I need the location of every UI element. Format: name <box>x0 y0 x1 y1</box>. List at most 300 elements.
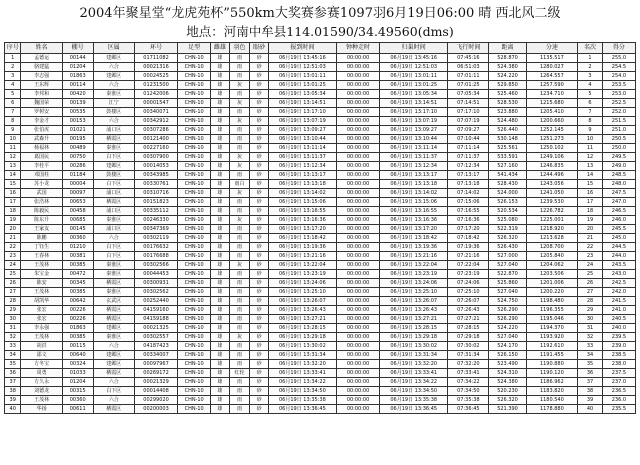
table-cell: CHN-10 <box>178 243 211 252</box>
table-cell: 01184 <box>62 171 93 180</box>
table-cell: 刘德龙 <box>21 387 62 396</box>
table-cell: 06月19日 13:22:04 <box>380 261 448 270</box>
table-cell: 1183.820 <box>526 387 578 396</box>
table-cell: 1196.355 <box>526 306 578 315</box>
table-cell: 砂 <box>250 378 269 387</box>
table-cell: 6 <box>578 99 603 108</box>
table-cell: 239.5 <box>602 333 635 342</box>
table-cell: CHN-10 <box>178 144 211 153</box>
table-cell: 236.5 <box>602 387 635 396</box>
table-cell: 00310716 <box>134 189 177 198</box>
table-cell: 4 <box>5 81 21 90</box>
table-row <box>5 387 636 396</box>
table-cell: 00302557 <box>134 333 177 342</box>
table-cell: 01033 <box>62 369 93 378</box>
table-cell: 秦淮区 <box>93 144 134 153</box>
table-cell: 砂 <box>250 288 269 297</box>
table-cell: 07:19:36 <box>448 243 489 252</box>
table-cell: 00176688 <box>134 252 177 261</box>
table-cell: 524.170 <box>489 342 526 351</box>
table-row <box>5 198 636 207</box>
table-cell: 秦淮区 <box>93 216 134 225</box>
table-cell: 06月19日 13:15:06 <box>380 198 448 207</box>
table-cell: 524.750 <box>489 297 526 306</box>
table-cell: 00302119 <box>134 234 177 243</box>
table-cell: 06月19日 13:07:19 <box>380 117 448 126</box>
table-cell: 红轮 <box>229 369 250 378</box>
table-cell: 06月19日 13:05:34 <box>380 90 448 99</box>
table-cell: 00458 <box>62 207 93 216</box>
table-cell: 砂 <box>250 225 269 234</box>
column-header: 距离 <box>489 43 526 54</box>
table-cell: 07:11:14 <box>448 144 489 153</box>
table-cell: 06月19日 13:30:02 <box>268 342 336 351</box>
table-cell: 00:00:00 <box>336 288 379 297</box>
table-cell: 00014053 <box>134 162 177 171</box>
table-cell: 07:36:45 <box>448 405 489 414</box>
table-cell: 253.0 <box>602 90 635 99</box>
table-cell: 06月19日 13:21:16 <box>268 252 336 261</box>
table-cell: 13 <box>578 162 603 171</box>
table-cell: 雨 <box>229 288 250 297</box>
table-cell: 17 <box>578 198 603 207</box>
table-cell: 00:00:00 <box>336 252 379 261</box>
table-cell: 雄 <box>211 342 230 351</box>
table-cell: 胡凯华 <box>21 297 62 306</box>
table-cell: 1226.782 <box>526 207 578 216</box>
table-cell: CHN-10 <box>178 162 211 171</box>
table-cell: 251.0 <box>602 126 635 135</box>
table-cell: 砂 <box>250 234 269 243</box>
table-row <box>5 153 636 162</box>
table-cell: 06月19日 13:17:20 <box>380 225 448 234</box>
table-cell: 雄 <box>211 396 230 405</box>
table-cell: 00286 <box>62 162 93 171</box>
table-row <box>5 207 636 216</box>
table-cell: 00:00:00 <box>336 126 379 135</box>
table-row <box>5 63 636 72</box>
table-cell: 雨 <box>229 297 250 306</box>
table-row <box>5 288 636 297</box>
table-cell: 00340071 <box>134 108 177 117</box>
table-cell: 砂 <box>250 243 269 252</box>
table-cell: 雄 <box>211 117 230 126</box>
table-cell: 00:00:00 <box>336 405 379 414</box>
table-cell: 00097 <box>62 189 93 198</box>
table-cell: 00330761 <box>134 180 177 189</box>
table-cell: 00611 <box>62 405 93 414</box>
table-cell: 7 <box>578 108 603 117</box>
table-row <box>5 405 636 414</box>
table-row <box>5 315 636 324</box>
table-cell: 00:00:00 <box>336 396 379 405</box>
table-cell: CHN-10 <box>178 117 211 126</box>
table-cell: 9 <box>5 126 21 135</box>
table-cell: 06月19日 13:45:16 <box>380 54 448 63</box>
table-cell: 525.460 <box>489 90 526 99</box>
table-cell: 00121400 <box>134 135 177 144</box>
table-cell: 1180.540 <box>526 396 578 405</box>
table-cell: 06月19日 13:22:04 <box>268 261 336 270</box>
table-cell: 陈东升 <box>21 216 62 225</box>
table-cell: 胡洪 <box>21 342 62 351</box>
table-cell: 00014408 <box>134 387 177 396</box>
table-cell: CHN-10 <box>178 63 211 72</box>
table-cell: 00:00:00 <box>336 72 379 81</box>
table-cell: 01210 <box>62 243 93 252</box>
table-cell: 1250.102 <box>526 144 578 153</box>
table-cell: 31 <box>578 324 603 333</box>
table-cell: 06月19日 13:14:02 <box>380 189 448 198</box>
table-cell: 529.850 <box>489 81 526 90</box>
table-cell: 07:12:34 <box>448 162 489 171</box>
table-cell: 248.0 <box>602 180 635 189</box>
table-cell: 06月19日 13:01:25 <box>268 81 336 90</box>
table-cell: 砂 <box>250 162 269 171</box>
table-cell: 砂 <box>250 171 269 180</box>
table-cell: CHN-10 <box>178 297 211 306</box>
table-cell: 07:01:11 <box>448 72 489 81</box>
table-cell: 雨 <box>229 234 250 243</box>
table-cell: 06月19日 13:24:06 <box>268 279 336 288</box>
table-cell: 244.0 <box>602 252 635 261</box>
table-cell: 1205.410 <box>526 108 578 117</box>
table-cell: 栖霞区 <box>93 279 134 288</box>
table-cell: 雄 <box>211 99 230 108</box>
table-cell: 06月19日 13:28:15 <box>268 324 336 333</box>
table-cell: CHN-10 <box>178 216 211 225</box>
table-cell: 06月19日 13:26:07 <box>380 297 448 306</box>
table-cell: 07:05:34 <box>448 90 489 99</box>
table-cell: 37 <box>5 378 21 387</box>
table-cell: 砂 <box>250 252 269 261</box>
table-cell: 雨 <box>229 63 250 72</box>
table-cell: 雨 <box>229 198 250 207</box>
table-cell: 1201.006 <box>526 279 578 288</box>
table-cell: 5 <box>578 90 603 99</box>
table-cell: 00343985 <box>134 171 177 180</box>
table-cell: 雄 <box>211 171 230 180</box>
table-cell: 29 <box>578 306 603 315</box>
table-cell: 249.0 <box>602 162 635 171</box>
table-cell: 06月19日 13:09:27 <box>268 126 336 135</box>
table-cell: 葛国民 <box>21 153 62 162</box>
table-cell: 砂 <box>250 315 269 324</box>
table-cell: 520.534 <box>489 207 526 216</box>
table-cell: 07:18:42 <box>448 234 489 243</box>
table-cell: 245.5 <box>602 225 635 234</box>
table-cell: 10 <box>578 135 603 144</box>
table-cell: 雄 <box>211 261 230 270</box>
table-cell: 06月19日 13:33:41 <box>380 369 448 378</box>
table-cell: 244.5 <box>602 243 635 252</box>
table-cell: CHN-10 <box>178 396 211 405</box>
table-cell: 1200.660 <box>526 117 578 126</box>
table-cell: 建邺区 <box>93 360 134 369</box>
table-cell: 灰 <box>229 117 250 126</box>
table-cell: 06月19日 13:32:20 <box>380 360 448 369</box>
table-cell: 1234.710 <box>526 90 578 99</box>
table-cell: 李志强 <box>21 72 62 81</box>
table-cell: 07:07:19 <box>448 117 489 126</box>
table-cell: 秦淮区 <box>93 288 134 297</box>
table-cell: 06月19日 13:45:16 <box>268 54 336 63</box>
table-cell: 苏小龙 <box>21 180 62 189</box>
table-cell: 00345 <box>62 279 93 288</box>
table-cell: 雄 <box>211 351 230 360</box>
table-cell: CHN-10 <box>178 135 211 144</box>
table-cell: 254.0 <box>602 72 635 81</box>
table-cell: 239.0 <box>602 342 635 351</box>
table-cell: 雨 <box>229 144 250 153</box>
table-cell: 27 <box>5 288 21 297</box>
table-cell: 砂 <box>250 306 269 315</box>
table-cell: 07:29:18 <box>448 333 489 342</box>
table-cell: 砂 <box>250 405 269 414</box>
table-cell: 19 <box>578 216 603 225</box>
table-cell: 00:00:00 <box>336 171 379 180</box>
table-cell: 06月19日 13:34:22 <box>268 378 336 387</box>
table-cell: 01231500 <box>134 81 177 90</box>
table-cell: 524.380 <box>489 378 526 387</box>
table-cell: 00269172 <box>134 369 177 378</box>
table-cell: 雨 <box>229 54 250 63</box>
table-cell: 31 <box>5 324 21 333</box>
table-cell: 1218.920 <box>526 225 578 234</box>
table-cell: 砂 <box>250 72 269 81</box>
table-cell: 1178.880 <box>526 405 578 414</box>
table-cell: 00:00:00 <box>336 261 379 270</box>
table-cell: 雨 <box>229 126 250 135</box>
table-cell: 雨 <box>229 90 250 99</box>
table-cell: 00:00:00 <box>336 81 379 90</box>
table-cell: 33 <box>578 342 603 351</box>
table-cell: 砂 <box>250 351 269 360</box>
table-row <box>5 180 636 189</box>
table-cell: 240.0 <box>602 324 635 333</box>
column-header: 雌雄 <box>211 43 230 54</box>
table-cell: 雄 <box>211 72 230 81</box>
table-cell: 秦淮区 <box>93 333 134 342</box>
table-cell: 1244.496 <box>526 171 578 180</box>
table-cell: 00:00:00 <box>336 324 379 333</box>
table-cell: CHN-10 <box>178 225 211 234</box>
table-cell: 525.080 <box>489 216 526 225</box>
table-cell: 00472 <box>62 270 93 279</box>
table-cell: 丁钰生 <box>21 243 62 252</box>
column-header: 报到时间 <box>268 43 336 54</box>
table-cell: 12 <box>578 153 603 162</box>
table-cell: 00:00:00 <box>336 54 379 63</box>
table-row <box>5 243 636 252</box>
table-cell: 雄 <box>211 360 230 369</box>
table-cell: 00200003 <box>134 405 177 414</box>
table-cell: 00307286 <box>134 126 177 135</box>
table-cell: 533.591 <box>489 153 526 162</box>
table-cell: 1192.610 <box>526 342 578 351</box>
table-cell: 雄 <box>211 225 230 234</box>
table-cell: 2 <box>578 63 603 72</box>
table-cell: 雄 <box>211 288 230 297</box>
table-cell: 00:00:00 <box>336 63 379 72</box>
table-cell: 00176632 <box>134 243 177 252</box>
table-cell: 06月19日 13:17:20 <box>268 225 336 234</box>
table-cell: 六合 <box>93 342 134 351</box>
table-cell: CHN-10 <box>178 54 211 63</box>
table-cell: 砂 <box>250 270 269 279</box>
table-cell: CHN-10 <box>178 315 211 324</box>
table-cell: 34 <box>5 351 21 360</box>
table-row <box>5 360 636 369</box>
table-cell: 00004 <box>62 180 93 189</box>
table-cell: 00:00:00 <box>336 108 379 117</box>
table-cell: 00:00:00 <box>336 180 379 189</box>
table-cell: 雄 <box>211 144 230 153</box>
table-cell: 雄 <box>211 234 230 243</box>
table-cell: 526.150 <box>489 351 526 360</box>
table-cell: 雄 <box>211 54 230 63</box>
table-cell: 张伯虎 <box>21 126 62 135</box>
table-cell: 00640 <box>62 351 93 360</box>
table-cell: 16 <box>5 189 21 198</box>
table-cell: 雨 <box>229 405 250 414</box>
table-cell: 李邦和 <box>21 90 62 99</box>
table-cell: 00324 <box>62 360 93 369</box>
table-cell: 00001547 <box>134 99 177 108</box>
table-cell: 鼓楼区 <box>93 171 134 180</box>
table-cell: 雨白 <box>229 180 250 189</box>
table-cell: 00021329 <box>134 378 177 387</box>
table-cell: 06月19日 13:01:11 <box>380 72 448 81</box>
table-cell: 00:00:00 <box>336 243 379 252</box>
table-cell: 247.5 <box>602 189 635 198</box>
table-cell: 王茂林 <box>21 396 62 405</box>
table-cell: CHN-10 <box>178 324 211 333</box>
table-cell: 06月19日 13:18:42 <box>380 234 448 243</box>
table-cell: 浦口区 <box>93 126 134 135</box>
table-cell: 250.0 <box>602 144 635 153</box>
table-cell: 1 <box>578 54 603 63</box>
table-cell: 砂 <box>250 207 269 216</box>
table-cell: 06月19日 13:24:06 <box>380 279 448 288</box>
table-cell: 栖霞区 <box>93 306 134 315</box>
table-cell: 雨 <box>229 135 250 144</box>
table-cell: 07:17:20 <box>448 225 489 234</box>
table-cell: 00:00:00 <box>336 387 379 396</box>
table-cell: 242.5 <box>602 279 635 288</box>
table-cell: 1135.517 <box>526 54 578 63</box>
results-table-container <box>4 42 636 461</box>
table-cell: 07:24:06 <box>448 279 489 288</box>
table-cell: 06月19日 13:16:55 <box>268 207 336 216</box>
table-cell: 251.5 <box>602 117 635 126</box>
table-cell: CHN-10 <box>178 387 211 396</box>
table-row <box>5 378 636 387</box>
table-cell: 00347369 <box>134 225 177 234</box>
table-cell: 22 <box>5 243 21 252</box>
table-cell: 00335112 <box>134 207 177 216</box>
table-cell: 23 <box>5 252 21 261</box>
table-cell: 雄 <box>211 189 230 198</box>
table-cell: 26 <box>5 279 21 288</box>
table-cell: 雨 <box>229 342 250 351</box>
table-cell: 砂 <box>250 324 269 333</box>
page-title: 2004年聚星堂“龙虎苑杯”550km大奖赛参赛1097羽6月19日06:00 晴 西北风二级 <box>79 6 561 21</box>
table-cell: 25 <box>578 270 603 279</box>
column-header: 足型 <box>178 43 211 54</box>
table-cell: 06月19日 13:27:21 <box>380 315 448 324</box>
table-cell: 07:17:10 <box>448 108 489 117</box>
table-cell: 30 <box>578 315 603 324</box>
table-cell: 雨 <box>229 306 250 315</box>
table-cell: 1203.506 <box>526 270 578 279</box>
table-cell: 雄 <box>211 135 230 144</box>
table-cell: 23 <box>578 252 603 261</box>
table-cell: 砂 <box>250 99 269 108</box>
table-cell: 00360 <box>62 396 93 405</box>
table-cell: CHN-10 <box>178 342 211 351</box>
table-cell: 砂 <box>250 153 269 162</box>
table-cell: 1280.027 <box>526 63 578 72</box>
table-cell: 06月19日 13:15:06 <box>268 198 336 207</box>
table-cell: 2 <box>5 63 21 72</box>
table-cell: 01242006 <box>134 90 177 99</box>
table-cell: 524.380 <box>489 63 526 72</box>
table-cell: 雨 <box>229 270 250 279</box>
table-cell: 01204 <box>62 63 93 72</box>
table-cell: 雨 <box>229 207 250 216</box>
column-header: 得分 <box>602 43 635 54</box>
table-cell: 秦淮区 <box>93 270 134 279</box>
table-cell: 雄 <box>211 198 230 207</box>
table-cell: 建邺区 <box>93 324 134 333</box>
table-row <box>5 234 636 243</box>
table-cell: 雨 <box>229 324 250 333</box>
table-cell: 238.0 <box>602 360 635 369</box>
table-cell: 00097967 <box>134 360 177 369</box>
table-cell: 255.0 <box>602 54 635 63</box>
table-row <box>5 90 636 99</box>
table-cell: 灰 <box>229 153 250 162</box>
table-cell: 00195 <box>62 135 93 144</box>
table-cell: 砂 <box>250 396 269 405</box>
table-cell: 240.5 <box>602 315 635 324</box>
table-cell: 雄 <box>211 387 230 396</box>
table-cell: 237.0 <box>602 378 635 387</box>
table-cell: 525.561 <box>489 144 526 153</box>
table-cell: 雄 <box>211 81 230 90</box>
table-cell: 00021316 <box>134 63 177 72</box>
table-cell: 527.040 <box>489 261 526 270</box>
table-cell: 雄 <box>211 180 230 189</box>
table-cell: 六合 <box>93 117 134 126</box>
table-cell: 1239.530 <box>526 198 578 207</box>
table-cell: 15 <box>5 180 21 189</box>
table-cell: 栖霞区 <box>93 135 134 144</box>
table-cell: 06月19日 13:13:17 <box>380 171 448 180</box>
table-cell: 00151823 <box>134 198 177 207</box>
table-cell: 栖霞区 <box>93 315 134 324</box>
table-cell: 王茂林 <box>21 333 62 342</box>
table-cell: 07:31:34 <box>448 351 489 360</box>
table-cell: 14 <box>5 171 21 180</box>
table-cell: 06月19日 13:36:45 <box>268 405 336 414</box>
column-header: 归巢时间 <box>380 43 448 54</box>
table-cell: 13 <box>5 162 21 171</box>
table-cell: 雨 <box>229 252 250 261</box>
table-cell: 00:00:00 <box>336 279 379 288</box>
table-cell: CHN-10 <box>178 153 211 162</box>
